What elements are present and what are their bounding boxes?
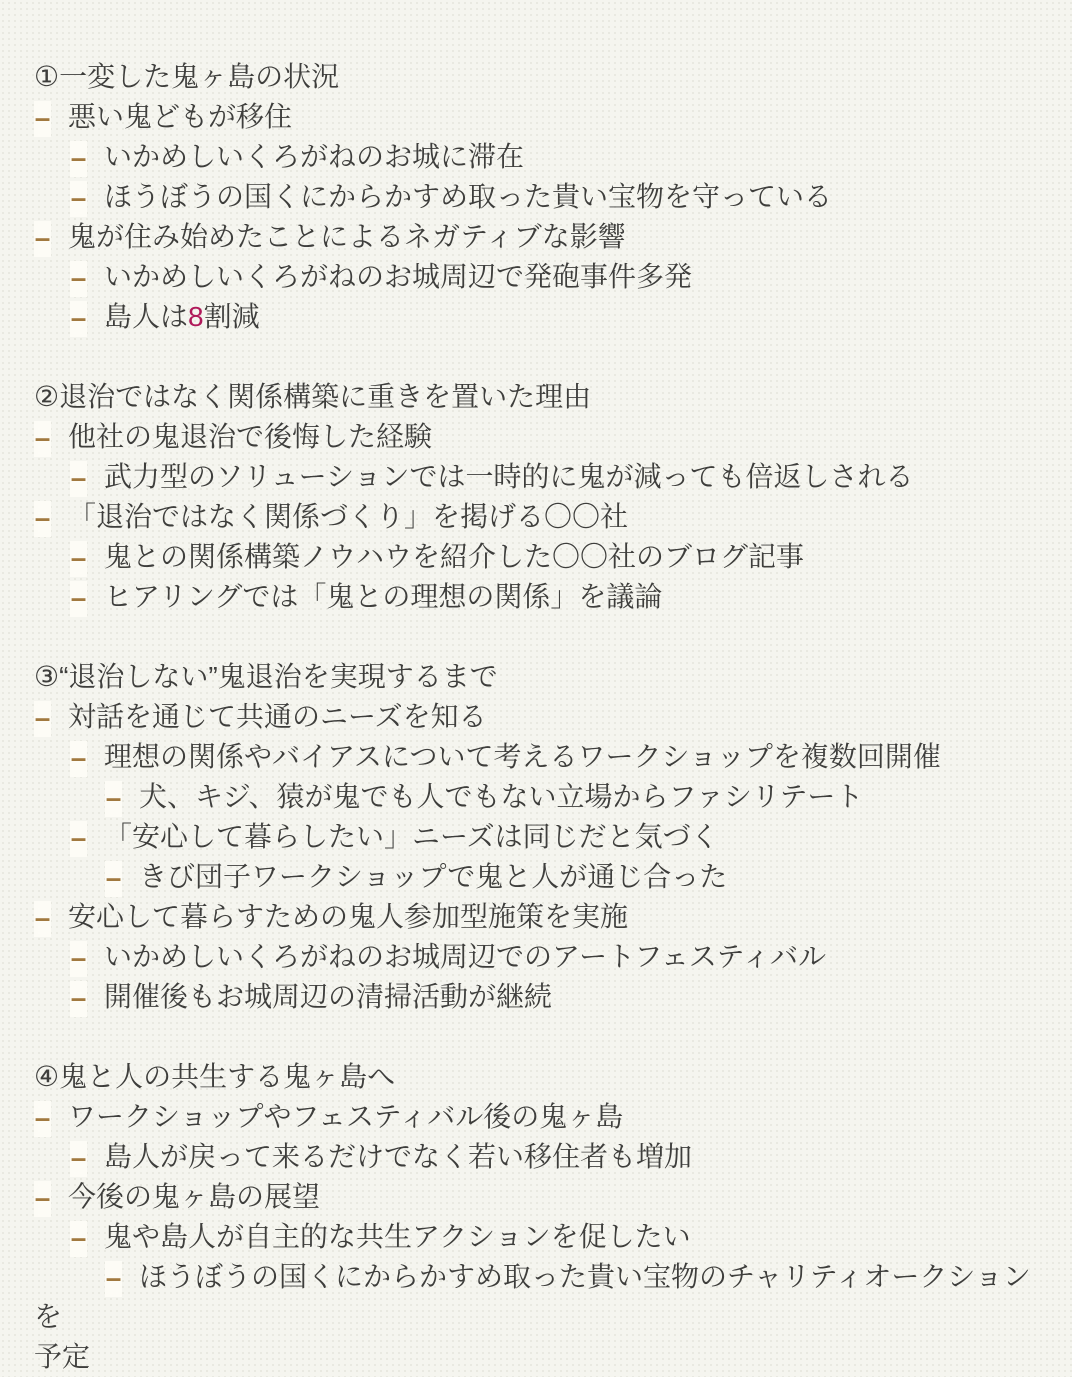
outline-item-level-1 xyxy=(34,1097,1048,1137)
outline-item-level-3 xyxy=(34,777,1048,817)
outline-item-level-2 xyxy=(34,137,1048,177)
dash-bullet-icon: – xyxy=(34,221,51,257)
item-text: 島人が戻って来るだけでなく若い移住者も増加 xyxy=(104,1141,693,1172)
outline-item-level-1 xyxy=(34,697,1048,737)
item-text: 安心して暮らすための鬼人参加型施策を実施 xyxy=(68,901,629,932)
outline-item-level-2 xyxy=(34,537,1048,577)
item-text: 島人は xyxy=(104,301,189,332)
item-text: 「退治ではなく関係づくり」を掲げる〇〇社 xyxy=(68,501,629,532)
item-text: 開催後もお城周辺の清掃活動が継続 xyxy=(104,981,553,1012)
item-text: 割減 xyxy=(203,301,260,332)
item-text: ほうぼうの国くにからかすめ取った貴い宝物のチャリティオークションを xyxy=(34,1261,1031,1332)
dash-bullet-icon: – xyxy=(70,741,87,777)
outline-item-level-2 xyxy=(34,177,1048,217)
dash-bullet-icon: – xyxy=(70,821,87,857)
dash-bullet-icon: – xyxy=(70,301,87,337)
dash-bullet-icon: – xyxy=(70,541,87,577)
dash-bullet-icon: – xyxy=(70,581,87,617)
outline-item-level-2 xyxy=(34,297,1048,337)
item-text: 武力型のソリューションでは一時的に鬼が減っても倍返しされる xyxy=(104,461,914,492)
outline-item-level-1 xyxy=(34,217,1048,257)
item-text: ワークショップやフェスティバル後の鬼ヶ島 xyxy=(68,1101,624,1132)
item-text: 鬼が住み始めたことによるネガティブな影響 xyxy=(68,221,626,252)
item-text: 鬼や島人が自主的な共生アクションを促したい xyxy=(104,1221,691,1252)
dash-bullet-icon: – xyxy=(34,701,51,737)
item-text: いかめしいくろがねのお城周辺で発砲事件多発 xyxy=(104,261,693,292)
dash-bullet-icon: – xyxy=(70,141,87,177)
dash-bullet-icon: – xyxy=(70,461,87,497)
outline-item-level-2 xyxy=(34,1217,1048,1257)
dash-bullet-icon: – xyxy=(105,1261,122,1297)
outline-item-level-2 xyxy=(34,937,1048,977)
item-text: きび団子ワークショップで鬼と人が通じ合った xyxy=(139,861,728,892)
item-text: 「安心して暮らしたい」ニーズは同じだと気づく xyxy=(104,821,719,852)
dash-bullet-icon: – xyxy=(34,901,51,937)
dash-bullet-icon: – xyxy=(34,501,51,537)
dash-bullet-icon: – xyxy=(34,101,51,137)
item-text: 予定 xyxy=(34,1341,91,1372)
item-text: 悪い鬼どもが移住 xyxy=(68,101,293,132)
section-heading: ③“退治しない”鬼退治を実現するまで xyxy=(34,661,498,692)
dash-bullet-icon: – xyxy=(70,1141,87,1177)
dash-bullet-icon: – xyxy=(105,781,122,817)
section-heading: ②退治ではなく関係構築に重きを置いた理由 xyxy=(34,381,592,412)
outline-item-level-2 xyxy=(34,457,1048,497)
outline-item-level-1 xyxy=(34,497,1048,537)
outline-item-level-2 xyxy=(34,577,1048,617)
outline-item-level-1 xyxy=(34,1177,1048,1217)
item-text: いかめしいくろがねのお城周辺でのアートフェスティバル xyxy=(104,941,827,972)
item-text: いかめしいくろがねのお城に滞在 xyxy=(104,141,525,172)
dash-bullet-icon: – xyxy=(34,1101,51,1137)
dash-bullet-icon: – xyxy=(70,261,87,297)
outline-section xyxy=(34,1057,1048,1377)
outline-section xyxy=(34,57,1048,337)
item-text: 鬼との関係構築ノウハウを紹介した〇〇社のブログ記事 xyxy=(104,541,805,572)
outline-item-level-2 xyxy=(34,817,1048,857)
outline-item-level-1 xyxy=(34,417,1048,457)
item-text: 理想の関係やバイアスについて考えるワークショップを複数回開催 xyxy=(104,741,941,772)
dash-bullet-icon: – xyxy=(70,981,87,1017)
item-text: ヒアリングでは「鬼との理想の関係」を議論 xyxy=(104,581,663,612)
outline-item-level-3 xyxy=(34,857,1048,897)
outline-item-level-1 xyxy=(34,897,1048,937)
item-text: 他社の鬼退治で後悔した経験 xyxy=(68,421,433,452)
outline-section xyxy=(34,657,1048,1017)
outline-item-level-2 xyxy=(34,1137,1048,1177)
item-text: ほうぼうの国くにからかすめ取った貴い宝物を守っている xyxy=(104,181,833,212)
outline-item-level-2 xyxy=(34,977,1048,1017)
section-heading: ④鬼と人の共生する鬼ヶ島へ xyxy=(34,1061,396,1092)
dash-bullet-icon: – xyxy=(70,181,87,217)
dash-bullet-icon: – xyxy=(70,941,87,977)
dash-bullet-icon: – xyxy=(105,861,122,897)
dash-bullet-icon: – xyxy=(34,421,51,457)
item-text: 犬、キジ、猿が鬼でも人でもない立場からファシリテート xyxy=(139,781,864,812)
dash-bullet-icon: – xyxy=(70,1221,87,1257)
outline-item-level-2 xyxy=(34,257,1048,297)
outline-item-level-1 xyxy=(34,97,1048,137)
accent-text: 8 xyxy=(188,301,204,332)
item-text: 対話を通じて共通のニーズを知る xyxy=(68,701,487,732)
dash-bullet-icon: – xyxy=(34,1181,51,1217)
section-heading: ①一変した鬼ヶ島の状況 xyxy=(34,61,340,92)
item-text: 今後の鬼ヶ島の展望 xyxy=(68,1181,321,1212)
outline-item-level-2 xyxy=(34,737,1048,777)
outline-item-level-3 xyxy=(34,1257,1048,1377)
outline-section xyxy=(34,377,1048,617)
